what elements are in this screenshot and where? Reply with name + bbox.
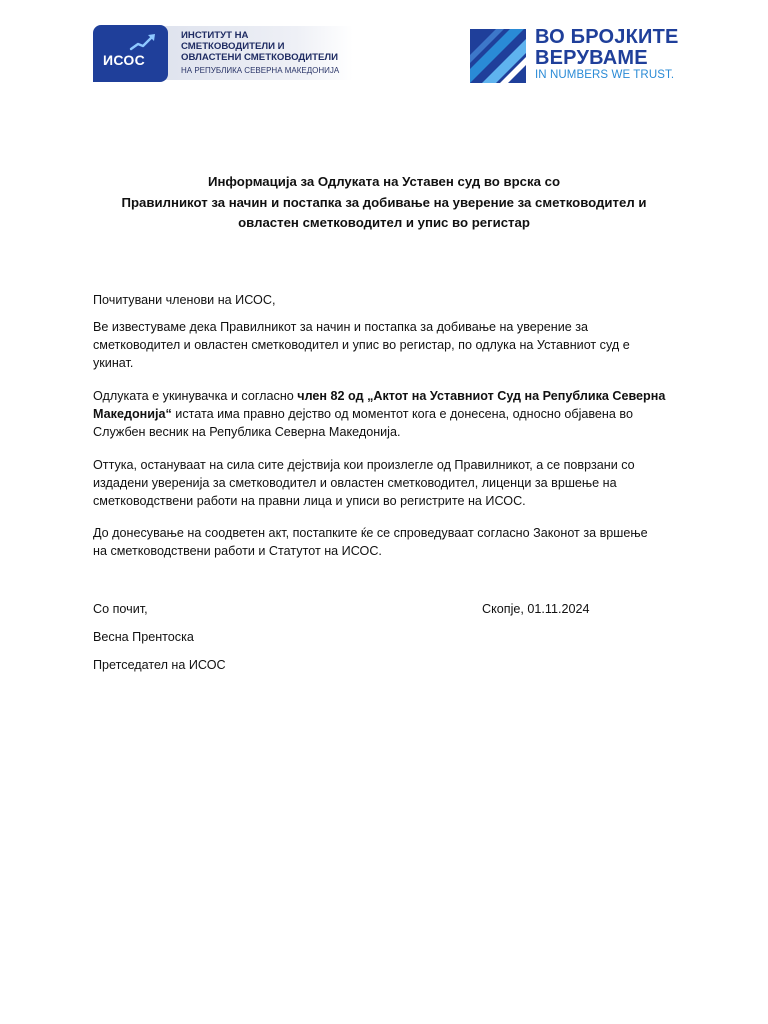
document-title	[60, 172, 708, 234]
greeting: Почитувани членови на ИСОС,	[93, 293, 276, 307]
paragraph-4	[93, 524, 683, 560]
campaign-tagline: IN NUMBERS WE TRUST.	[535, 69, 675, 81]
text-line: До донесување на соодветен акт, постапките ќе се спроведуваат согласно Законот за вршење	[93, 526, 648, 540]
bold-citation: член 82 од „Актот на Уставниот Суд на Република Северна	[297, 389, 666, 403]
place-and-date: Скопје, 01.11.2024	[482, 602, 590, 616]
text-run: Одлуката е укинувачка и согласно	[93, 389, 298, 403]
text-line: издадени уверенија за сметководител и овластен сметководител, лиценци за вршење на	[93, 476, 617, 491]
paragraph-1	[93, 318, 683, 373]
campaign-line-1: ВО БРОЈКИТЕ	[535, 26, 679, 48]
text-line: укинат.	[93, 356, 134, 371]
closing: Со почит,	[93, 602, 148, 616]
logo-badge-text: ИСОС	[103, 52, 146, 68]
title-line: Правилникот за начин и постапка за добивање на уверение за сметководител и	[121, 194, 647, 210]
logo-line: ОВЛАСТЕНИ СМЕТКОВОДИТЕЛИ	[181, 52, 339, 63]
logo-line: ИНСТИТУТ НА	[181, 30, 249, 41]
growth-arrow-icon	[129, 31, 157, 53]
campaign-logo	[470, 26, 680, 86]
logo-line: СМЕТКОВОДИТЕЛИ И	[181, 41, 285, 52]
bold-citation: Македонија“	[93, 407, 172, 422]
logo-badge	[93, 25, 168, 82]
text-line	[93, 405, 683, 423]
title-line: Информација за Одлуката на Уставен суд во врска со	[207, 174, 561, 189]
signatory-role: Претседател на ИСОС	[93, 658, 226, 672]
signatory-name: Весна Прентоска	[93, 630, 194, 644]
text-line: Службен весник на Република Северна Македонија.	[93, 425, 401, 440]
paragraph-3	[93, 456, 683, 511]
title-line: овластен сметководител и упис во регистар	[238, 215, 530, 230]
text-line: Ве известуваме дека Правилникот за начин и постапка за добивање на уверение за	[93, 320, 589, 334]
text-line: сметководствени работи на правни лица и уписи во регистрите на ИСОС.	[93, 494, 526, 509]
isos-logo	[93, 25, 355, 82]
text-line: Оттука, остануваат на сила сите дејствија кои произлегле од Правилникот, а се поврзани со	[93, 458, 635, 472]
campaign-line-2: ВЕРУВАМЕ	[535, 47, 648, 69]
text-line: сметководител и овластен сметководител и упис во регистар, по одлука на Уставниот суд е	[93, 338, 630, 353]
text-line	[93, 387, 683, 405]
text-line: на сметководствени работи и Статутот на ИСОС.	[93, 544, 382, 559]
text-run: истата има правно дејство од моментот кога е донесена, односно објавена во	[171, 407, 633, 422]
stripes-logo-icon	[470, 29, 526, 83]
paragraph-2	[93, 387, 683, 442]
logo-line: НА РЕПУБЛИКА СЕВЕРНА МАКЕДОНИЈА	[181, 66, 340, 75]
